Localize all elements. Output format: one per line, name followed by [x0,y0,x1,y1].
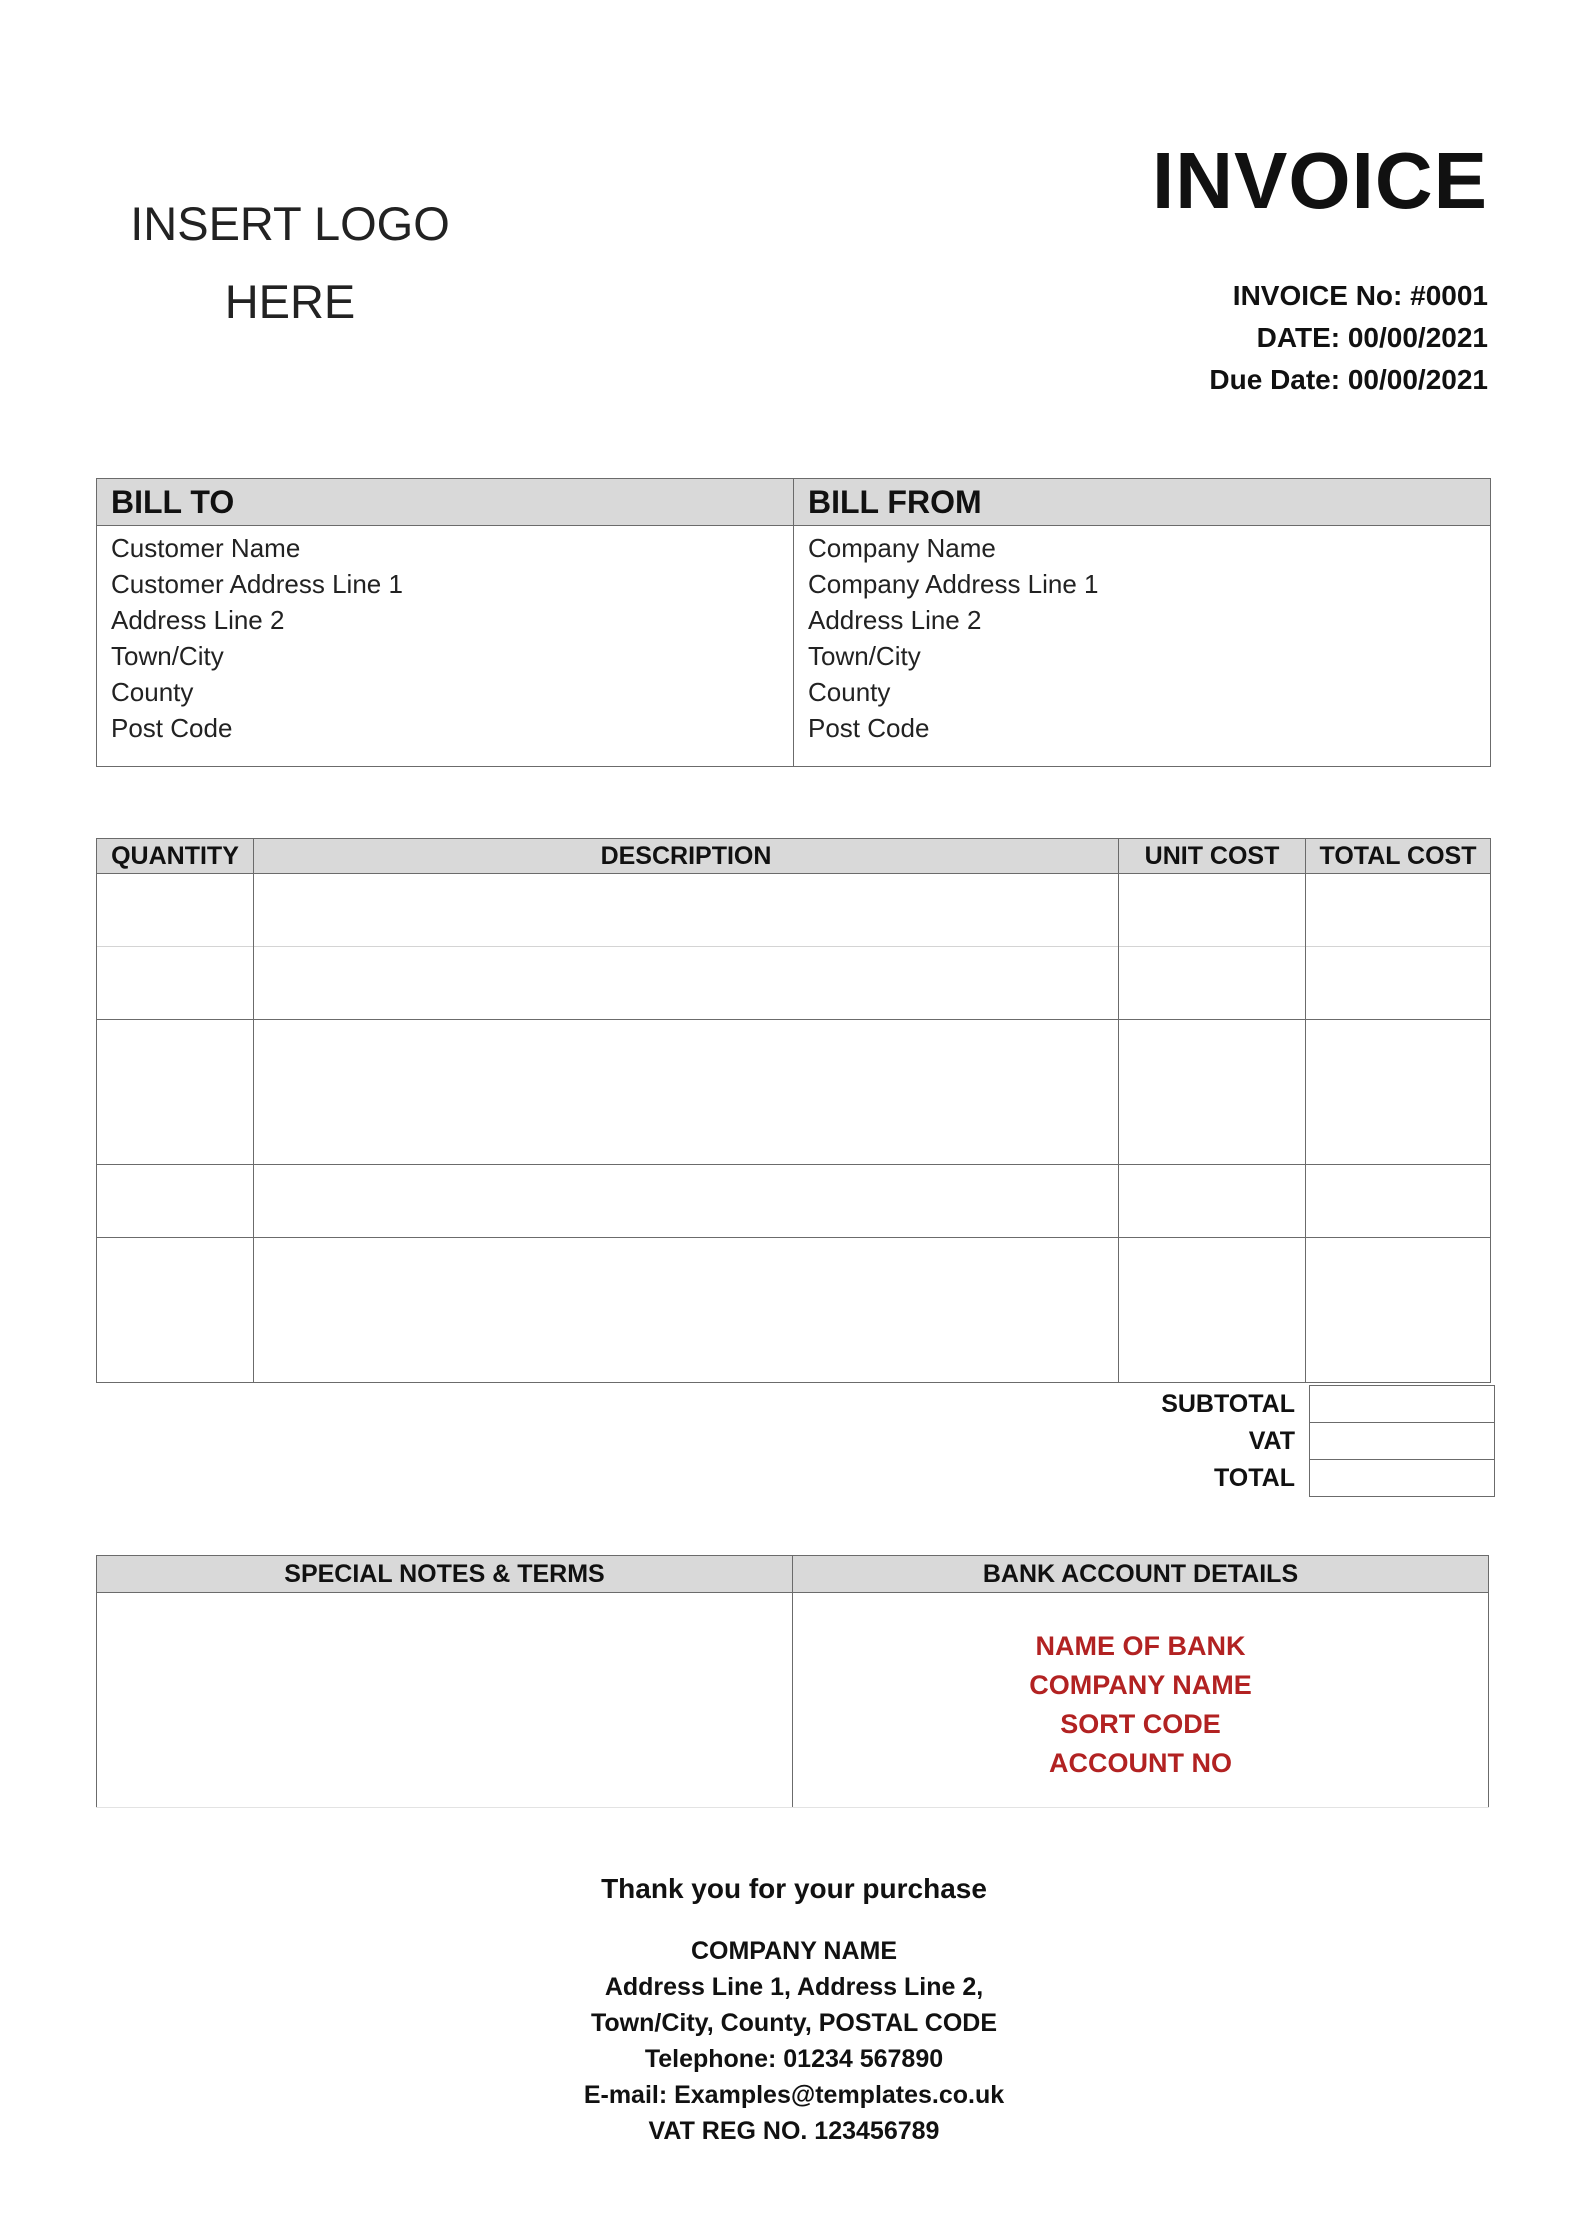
table-row [97,1092,1491,1165]
table-row [97,1238,1491,1311]
bill-to-line: Customer Name [111,533,301,563]
description-cell[interactable] [254,874,1119,947]
logo-line-2: HERE [224,275,356,328]
quantity-cell[interactable] [97,1020,254,1093]
invoice-title: INVOICE [1152,136,1488,225]
total-cost-cell[interactable] [1306,1092,1491,1165]
notes-bank-table [96,1555,1489,1808]
bill-to-line: Customer Address Line 1 [111,569,403,599]
total-cost-header: TOTAL COST [1306,839,1491,874]
footer-line: E-mail: Examples@templates.co.uk [583,2081,1005,2109]
total-value[interactable] [1310,1460,1495,1497]
description-cell[interactable] [254,947,1119,1020]
vat-value[interactable] [1310,1423,1495,1460]
bill-from-details [794,526,1491,767]
table-row [97,1165,1491,1238]
bank-details [793,1593,1489,1808]
description-cell[interactable] [254,1238,1119,1311]
footer-line: Town/City, County, POSTAL CODE [590,2009,997,2037]
bill-to-heading: BILL TO [97,479,794,526]
quantity-cell[interactable] [97,1165,254,1238]
subtotal-label: SUBTOTAL [1161,1389,1295,1418]
subtotal-value[interactable] [1310,1386,1495,1423]
unit-cost-cell[interactable] [1119,1238,1306,1311]
bill-from-line: County [808,677,891,707]
bank-heading: BANK ACCOUNT DETAILS [793,1556,1489,1593]
bill-from-line: Company Address Line 1 [808,569,1099,599]
invoice-number: INVOICE No: #0001 [1232,280,1488,311]
quantity-cell[interactable] [97,1092,254,1165]
bank-name: NAME OF BANK [1035,1631,1246,1661]
bill-to-line: Post Code [111,713,233,743]
table-row [97,947,1491,1020]
total-label: TOTAL [1213,1463,1295,1492]
bill-from-line: Post Code [808,713,930,743]
quantity-cell[interactable] [97,1310,254,1383]
description-cell[interactable] [254,1310,1119,1383]
unit-cost-header: UNIT COST [1119,839,1306,874]
notes-content[interactable] [97,1593,793,1808]
bank-company-name: COMPANY NAME [1029,1670,1252,1700]
description-cell[interactable] [254,1092,1119,1165]
bill-table [96,478,1491,767]
table-row [97,874,1491,947]
quantity-cell[interactable] [97,874,254,947]
footer-line: VAT REG NO. 123456789 [648,2117,940,2145]
unit-cost-cell[interactable] [1119,1310,1306,1383]
invoice-date: DATE: 00/00/2021 [1256,322,1488,353]
items-table [96,838,1491,1383]
total-cost-cell[interactable] [1306,1165,1491,1238]
bank-account-no: ACCOUNT NO [1049,1748,1232,1778]
bill-to-line: Town/City [111,641,224,671]
table-row [97,1310,1491,1383]
footer-line: COMPANY NAME [690,1937,898,1965]
quantity-cell[interactable] [97,947,254,1020]
totals-table [1115,1385,1495,1497]
unit-cost-cell[interactable] [1119,1165,1306,1238]
bank-sort-code: SORT CODE [1060,1709,1221,1739]
unit-cost-cell[interactable] [1119,874,1306,947]
total-cost-cell[interactable] [1306,1310,1491,1383]
footer-line: Telephone: 01234 567890 [644,2045,944,2073]
unit-cost-cell[interactable] [1119,1092,1306,1165]
logo-placeholder [130,185,450,341]
logo-line-1: INSERT LOGO [130,197,450,250]
bill-to-line: Address Line 2 [111,605,285,635]
invoice-due-date: Due Date: 00/00/2021 [1209,364,1488,395]
bill-from-line: Company Name [808,533,996,563]
bill-from-heading: BILL FROM [794,479,1491,526]
unit-cost-cell[interactable] [1119,947,1306,1020]
description-cell[interactable] [254,1020,1119,1093]
quantity-header: QUANTITY [97,839,254,874]
notes-heading: SPECIAL NOTES & TERMS [97,1556,793,1593]
total-cost-cell[interactable] [1306,1238,1491,1311]
total-cost-cell[interactable] [1306,1020,1491,1093]
total-cost-cell[interactable] [1306,874,1491,947]
bill-from-line: Address Line 2 [808,605,982,635]
description-cell[interactable] [254,1165,1119,1238]
total-cost-cell[interactable] [1306,947,1491,1020]
table-row [97,1020,1491,1093]
quantity-cell[interactable] [97,1238,254,1311]
thank-you-message: Thank you for your purchase [601,1873,987,1904]
bill-to-line: County [111,677,194,707]
footer-line: Address Line 1, Address Line 2, [604,1973,984,2001]
unit-cost-cell[interactable] [1119,1020,1306,1093]
bill-to-details [97,526,794,767]
footer-company-details [0,1933,1588,2149]
bill-from-line: Town/City [808,641,921,671]
description-header: DESCRIPTION [254,839,1119,874]
vat-label: VAT [1248,1426,1295,1455]
invoice-meta [1209,275,1488,401]
